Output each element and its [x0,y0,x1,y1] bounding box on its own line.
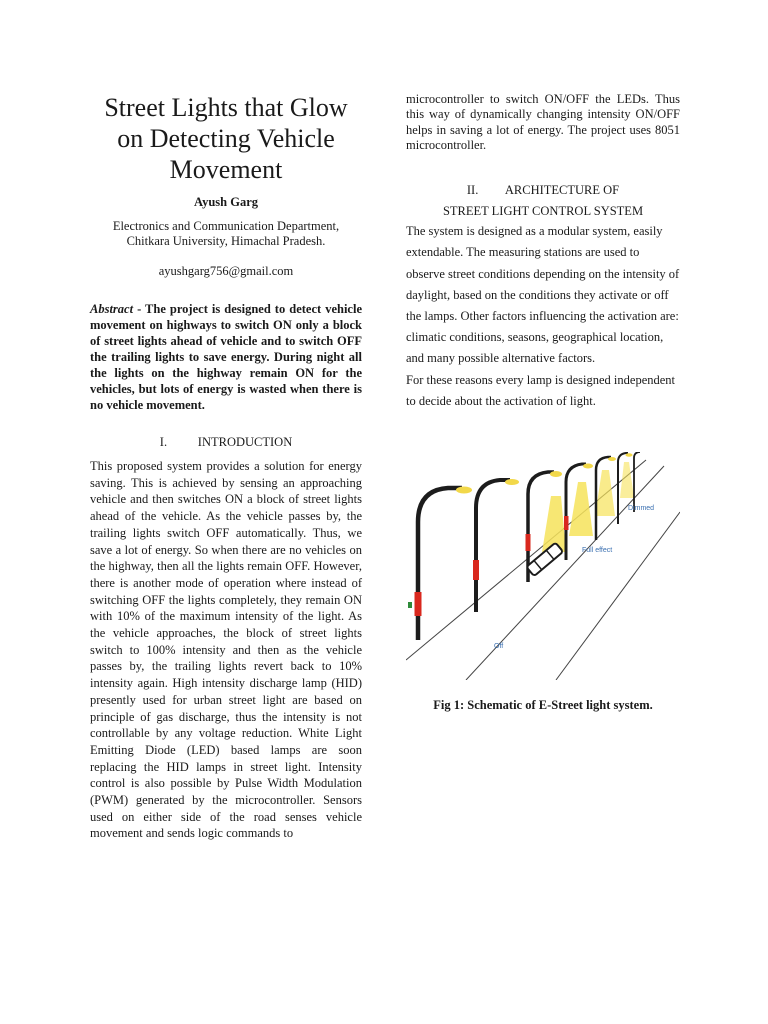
street-pole-1 [415,487,473,641]
left-column [90,92,362,842]
author-name: Ayush Garg [193,195,258,209]
abstract [90,301,362,413]
sensor-box [473,560,479,580]
street-pole-7 [634,452,640,512]
section-heading-architecture [406,183,680,198]
section-number: I. [159,435,168,449]
affiliation-line-1: Electronics and Communication Department, [112,219,340,233]
architecture-paragraph-2: For these reasons every lamp is designed independent to decide about the activation of light. [406,372,676,408]
section-title-line-1: ARCHITECTURE OF [504,183,620,198]
street-light-schematic [406,452,680,680]
abstract-text: - The project is designed to detect vehicle movement on highways to switch ON only a block of street lights ahead of vehicle and to switch OFF the trailing lights to save energy. During night all the lights on the highway remain ON for the vehicles, but lots of energy is wasted when there is no vehicle movement. [90,302,362,412]
section-title: INTRODUCTION [197,435,293,449]
paper-title: Street Lights that Glow on Detecting Vehicle Movement [104,93,348,184]
affiliation-line-2: Chitkara University, Himachal Pradesh. [126,234,326,248]
road-edge-right [556,512,680,680]
section-title-line-2: STREET LIGHT CONTROL SYSTEM [442,204,644,219]
affiliation [90,219,362,249]
intro-paragraph: This proposed system provides a solution for energy saving. This is achieved by sensing an approaching vehicle and then switches ON a block of street lights ahead of the vehicle. As the vehicle passes by, the trailing lights switch OFF automatically. Thus, we save a lot of energy. So when there are no vehicles on the highway, then all the lights remain OFF. However, there is another mode of operation where instead of switching OFF the lights completely, they remain ON with 10% of the maximum intensity of the light. As the vehicle approaches, the block of street lights switch to 100% intensity and then as the vehicle passes by, the trailing lights revert back to 10% intensity again. High intensity discharge lamp (HID) presently used for urban street light are based on principle of gas discharge, thus the intensity is not controllable by any voltage reduction. White Light Emitting Diode (LED) based lamps are soon replacing the HID lamps in street light. Intensity control is also possible by Pulse Width Modulation (PWM) generated by the microcontroller. Sensors used on either side of the road senses vehicle movement and sends logic commands to [90,459,362,841]
figure-caption: Fig 1: Schematic of E-Street light system. [433,698,653,712]
sensor-box [564,516,569,530]
section-number: II. [466,183,479,198]
section-heading-intro [90,435,362,450]
author-email: ayushgarg756@gmail.com [158,264,294,278]
intro-section [90,435,362,842]
label-dimmed: Dimmed [628,505,655,512]
street-light-figure [406,452,680,680]
light-beam-4 [569,482,593,536]
abstract-label: Abstract [90,302,134,316]
green-marker [408,602,412,608]
light-beam-5 [595,470,615,516]
light-beam-6 [620,462,634,498]
street-pole-2 [473,479,519,612]
label-off: Off [494,643,504,650]
intro-continuation: microcontroller to switch ON/OFF the LEDs. Thus this way of dynamically changing intensity ON/OFF helps in saving a lot of energy. The project uses 8051 microcontroller. [406,92,680,152]
architecture-paragraph-1: The system is designed as a modular system, easily extendable. The measuring stations are used to observe street conditions depending on the intensity of daylight, based on the conditions they activate or off the lamps. Other factors influencing the activation are: climatic conditions, seasons, geographical location, and many possible alternative factors. [406,224,680,366]
sensor-box [526,534,531,551]
architecture-section [406,183,680,412]
label-full-effect: Full effect [582,547,613,554]
sensor-box [415,592,422,616]
right-column [406,92,680,412]
